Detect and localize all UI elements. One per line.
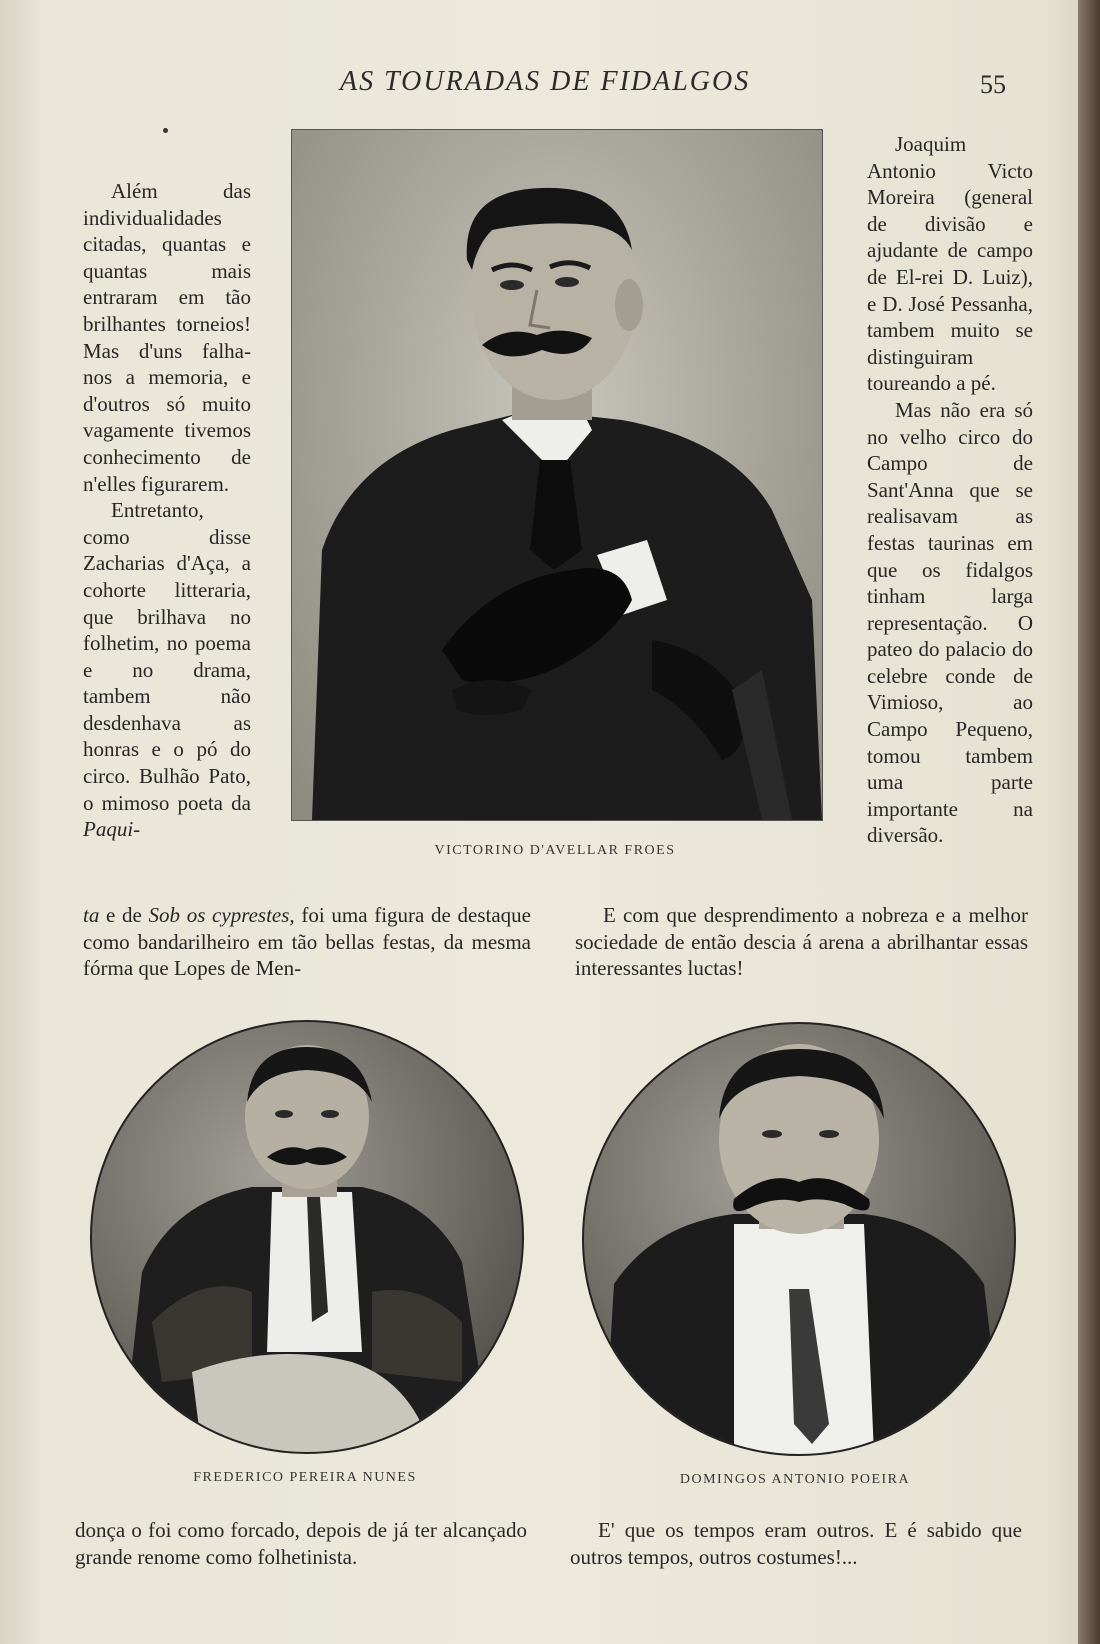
right-wide-text [575,902,1028,982]
right-narrow-column [867,131,1033,849]
paragraph: Mas não era só no velho circo do Campo de Sant'Anna que se realisavam as festas taurinas em que os fidalgos tinham larga representação. O pateo do palacio do celebre conde de Vimioso, ao Campo Pequeno, tomou tambem uma parte importante na diversão. [867,397,1033,848]
paragraph: ta e de Sob os cyprestes, foi uma figura de destaque como bandarilheiro em tão bellas festas, da mesma fórma que Lopes de Men- [83,903,531,981]
page-header [0,66,1100,106]
page-number: 55 [980,70,1006,99]
book-binding-edge [1078,0,1100,1644]
paragraph: Joaquim Antonio Victo Moreira (general de divisão e ajudante de campo de El-rei D. Luiz), e D. José Pessanha, tambem muito se distinguiram toureando a pé. [867,132,1033,396]
photo-caption-froes: VICTORINO D'AVELLAR FROES [434,843,676,858]
paragraph: Entretanto, como disse Zacharias d'Aça, a cohorte litteraria, que brilhava no folhetim, no poema e no drama, tambem não desdenhava as honras e o pó do circo. Bulhão Pato, o mimoso poeta da Paqui- [83,498,251,842]
left-narrow-column [83,178,251,843]
left-wide-text [83,902,531,982]
bottom-right-text [570,1517,1022,1570]
paragraph: donça o foi como forcado, depois de já ter alcançado grande renome como folhetinista. [75,1518,527,1569]
paragraph: E' que os tempos eram outros. E é sabido que outros tempos, outros costumes!... [570,1518,1022,1569]
portrait-photo-froes [291,129,823,821]
photo-caption-nunes: FREDERICO PEREIRA NUNES [193,1470,417,1485]
portrait-medallion-nunes [90,1020,524,1454]
paragraph: Além das individualidades citadas, quantas e quantas mais entraram em tão brilhantes torneios! Mas d'uns falha-nos a memoria, e d'outros só muito vagamente tivemos conhecimento de n'elles figurarem. [83,179,251,496]
photo-caption-poeira: DOMINGOS ANTONIO POEIRA [679,1472,911,1487]
paragraph: E com que desprendimento a nobreza e a melhor sociedade de então descia á arena a abrilhantar essas interessantes luctas! [575,903,1028,981]
bottom-left-text [75,1517,527,1570]
portrait-medallion-poeira [582,1022,1016,1456]
running-title: AS TOURADAS DE FIDALGOS [340,66,751,97]
ink-dot [163,128,168,133]
